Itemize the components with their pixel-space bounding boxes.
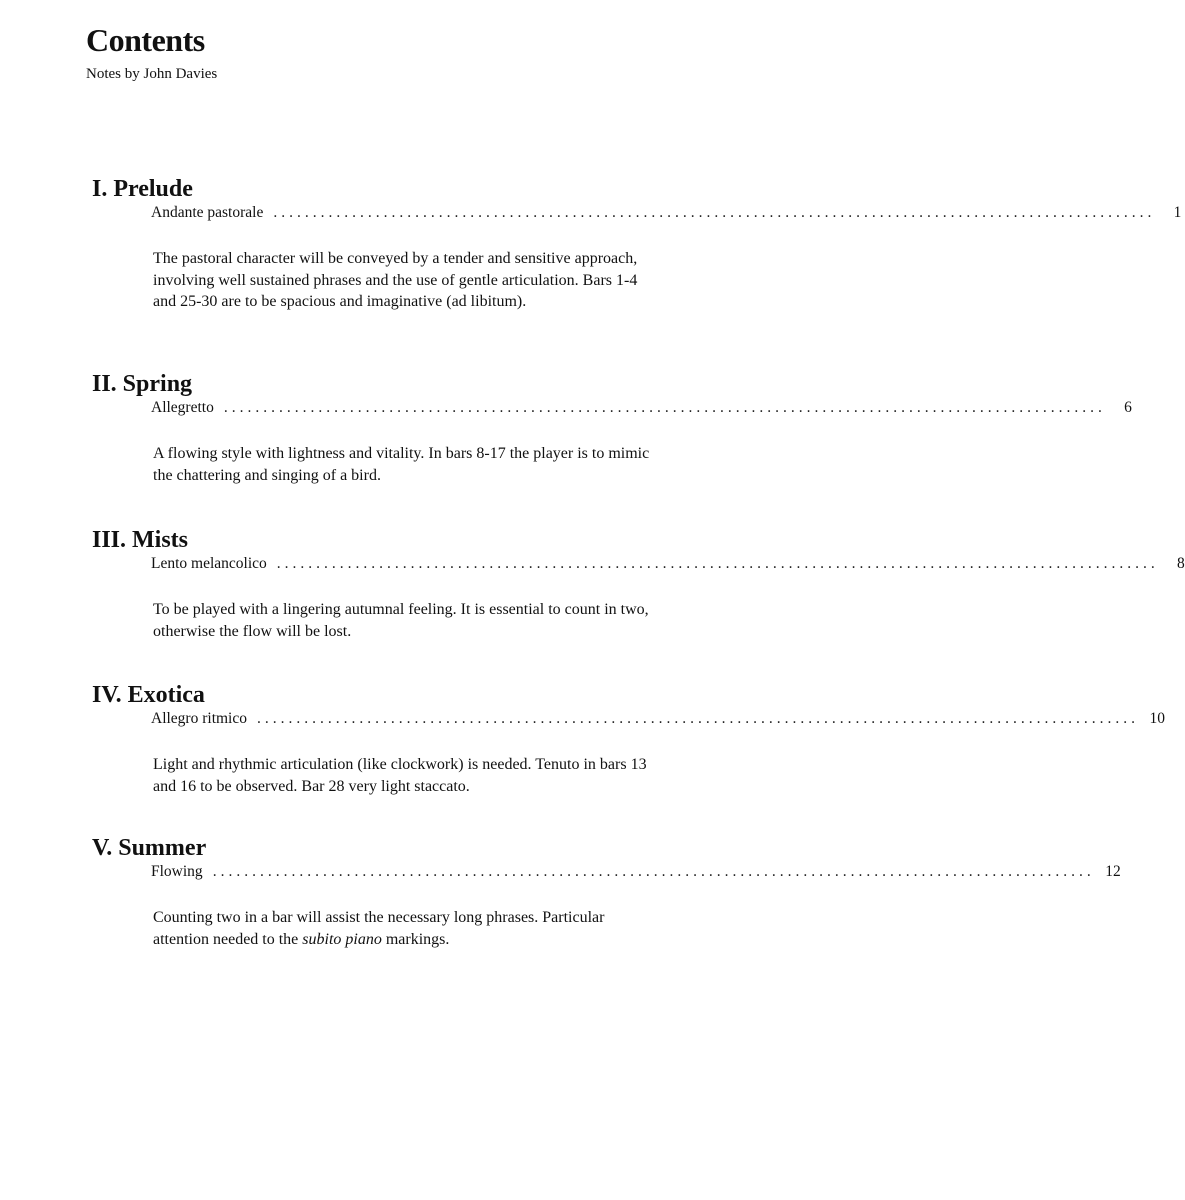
dot-leader: ................................................................................................................: [257, 710, 1139, 727]
page-number: 10: [1149, 710, 1165, 727]
tempo-marking: Andante pastorale: [151, 204, 264, 221]
movement-title: I. Prelude: [92, 176, 193, 202]
movement-title: IV. Exotica: [92, 682, 205, 708]
tempo-marking: Flowing: [151, 863, 203, 880]
movement-title: III. Mists: [92, 527, 189, 553]
performance-note: [153, 907, 653, 950]
tempo-marking: Allegretto: [151, 399, 214, 416]
toc-entry[interactable]: [151, 399, 1132, 417]
page-number: 12: [1105, 863, 1121, 880]
page-number: 6: [1124, 399, 1132, 416]
movement-title: V. Summer: [92, 835, 207, 861]
subito-piano-italic: subito piano: [302, 930, 382, 948]
performance-note: Light and rhythmic articulation (like clockwork) is needed. Tenuto in bars 13 and 16 to be observed. Bar 28 very light staccato.: [153, 756, 647, 795]
note-text: markings.: [381, 930, 450, 948]
page-title: Contents: [86, 22, 205, 58]
page-number: 8: [1177, 555, 1185, 572]
performance-note: A flowing style with lightness and vitality. In bars 8-17 the player is to mimic the chattering and singing of a bird.: [153, 445, 650, 484]
movement-title: II. Spring: [92, 371, 193, 397]
dot-leader: ................................................................................................................: [223, 399, 1106, 416]
page-number: 1: [1173, 204, 1182, 221]
toc-entry[interactable]: [151, 710, 1165, 728]
tempo-marking: Allegro ritmico: [151, 710, 247, 727]
dot-leader: ................................................................................................................: [273, 204, 1156, 221]
note-text: Counting two in a bar will assist the necessary long phrases. Particular attention needed to the: [153, 909, 605, 948]
dot-leader: ................................................................................................................: [276, 555, 1159, 572]
toc-entry[interactable]: [151, 204, 1182, 222]
page-subtitle: Notes by John Davies: [86, 66, 218, 82]
toc-entry[interactable]: [151, 555, 1185, 573]
performance-note: To be played with a lingering autumnal feeling. It is essential to count in two, otherwise the flow will be lost.: [153, 601, 649, 640]
toc-entry[interactable]: [151, 863, 1121, 881]
tempo-marking: Lento melancolico: [151, 555, 267, 572]
dot-leader: ................................................................................................................: [212, 863, 1095, 880]
performance-note: The pastoral character will be conveyed by a tender and sensitive approach, involving well sustained phrases and the use of gentle articulation. Bars 1-4 and 25-30 are to be spacious and imaginative (ad libitum).: [153, 250, 638, 310]
